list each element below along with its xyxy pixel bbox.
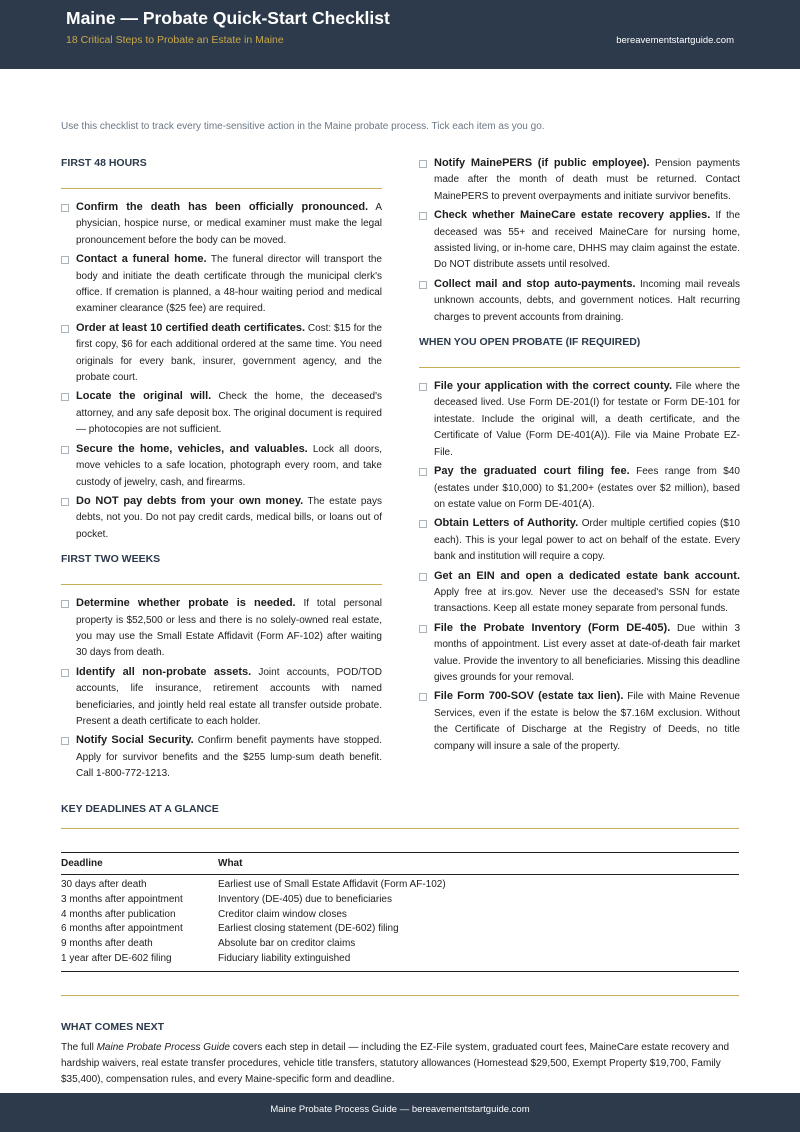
section-first-48-hours xyxy=(61,155,382,189)
header-site-link[interactable]: bereavementstartguide.com xyxy=(616,35,734,46)
checklist-item-heading: Collect mail and stop auto-payments. xyxy=(434,277,636,290)
checklist-item-text: Incoming mail reveals unknown accounts, debts, and government notices. Halt recurring charges to prevent accounts from draining. xyxy=(434,278,741,323)
checklist-item-text: The funeral director will transport the body and initiate the death certificate through the municipal clerk's office. If cremation is planned, a 48-hour waiting period and medical examiner clearance ($25 fee) are required. xyxy=(76,254,382,315)
checkbox[interactable] xyxy=(419,468,427,476)
table-row xyxy=(61,937,739,952)
checkbox[interactable] xyxy=(61,600,69,608)
checklist-item[interactable] xyxy=(419,463,740,513)
checkbox[interactable] xyxy=(419,160,427,168)
checkbox[interactable] xyxy=(61,204,69,212)
deadline-cell: 3 months after appointment xyxy=(61,893,183,905)
checklist-right-top xyxy=(419,155,740,326)
deadlines-table xyxy=(61,852,739,972)
checklist-item[interactable] xyxy=(419,688,740,755)
checklist-item-heading: Pay the graduated court filing fee. xyxy=(434,465,630,478)
checkbox[interactable] xyxy=(419,520,427,528)
checklist-item-text: If the deceased was 55+ and received MaineCare for nursing home, assisted living, or in-home care, DHHS may claim against the estate. Do NOT distribute assets until resolved. xyxy=(434,210,741,271)
next-suffix: covers each step in detail — including the EZ-File system, graduated court fees, MaineCare estate recovery and hardship waivers, real estate transfer procedures, vehicle title transfers, statutory allowances (Homestead $29,500, Exempt Property $19,700, Family $35,400), compensation rules, and every Maine-specific form and deadline. xyxy=(61,1042,730,1085)
what-cell: Inventory (DE-405) due to beneficiaries xyxy=(218,893,392,905)
checklist-item-text: Order multiple certified copies ($10 each). This is your legal power to act on behalf of the estate. Every bank and institution will require a copy. xyxy=(434,518,740,563)
checklist-item-text: Lock all doors, move vehicles to a safe location, photograph every room, and take custody of jewelry, cash, and firearms. xyxy=(76,443,382,488)
checklist-item-heading: Do NOT pay debts from your own money. xyxy=(76,494,304,507)
checkbox[interactable] xyxy=(61,446,69,454)
checklist-item-text: A physician, hospice nurse, or medical examiner must make the legal pronouncement before the body can be moved. xyxy=(76,202,382,246)
page-footer xyxy=(0,1093,800,1132)
table-row xyxy=(61,952,739,971)
checklist-item[interactable] xyxy=(419,207,740,274)
checklist-item-heading: Identify all non-probate assets. xyxy=(76,665,252,678)
checklist-item[interactable] xyxy=(419,620,740,687)
checklist-item[interactable] xyxy=(61,664,382,731)
table-row xyxy=(61,875,739,893)
checklist-item-heading: File Form 700-SOV (estate tax lien). xyxy=(434,690,624,703)
checklist-item-text: Confirm benefit payments have stopped. Apply for survivor benefits and the $255 lump-sum death benefit. Call 1-800-772-1213. xyxy=(76,735,383,780)
checklist-first-two-weeks xyxy=(61,595,382,782)
checklist-item[interactable] xyxy=(61,441,382,491)
checklist-item[interactable] xyxy=(61,493,382,543)
checkbox[interactable] xyxy=(61,737,69,745)
checklist-item-text: File with Maine Revenue Services, even if the estate is below the $7.16M exclusion. Without the Certificate of Discharge at the Registry of Deeds, no title company will insure a sale of the property. xyxy=(434,691,740,752)
checklist-item-heading: File your application with the correct county. xyxy=(434,380,673,393)
deadline-cell: 6 months after appointment xyxy=(61,923,183,935)
checkbox[interactable] xyxy=(419,625,427,633)
deadline-cell: 1 year after DE-602 filing xyxy=(61,952,218,971)
table-row xyxy=(61,893,739,908)
section-title-first-48-hours: FIRST 48 HOURS xyxy=(61,155,382,189)
checklist-item[interactable] xyxy=(419,568,740,618)
checklist-item-heading: Determine whether probate is needed. xyxy=(76,597,296,610)
section-first-two-weeks xyxy=(61,551,382,585)
checklist-item-text: Due within 3 months of appointment. List every asset at date-of-death fair market value. Provide the inventory to all beneficiaries. Missing this deadline gives grounds for your removal. xyxy=(434,622,741,683)
checklist-item[interactable] xyxy=(61,251,382,318)
checklist-item-heading: Check whether MaineCare estate recovery applies. xyxy=(434,209,711,222)
page-subtitle: 18 Critical Steps to Probate an Estate in Maine xyxy=(66,34,284,46)
deadline-cell: 9 months after death xyxy=(61,938,153,950)
what-comes-next-title: WHAT COMES NEXT xyxy=(61,1021,165,1033)
guide-title: Maine Probate Process Guide xyxy=(96,1042,230,1053)
what-cell: Earliest closing statement (DE-602) filing xyxy=(218,923,399,935)
checklist-item-text: File where the deceased lived. Use Form DE-201(I) for testate or Form DE-101 for intestate. Include the original will, a death certificate, and the Certificate of Value (Form DE-401(A)). File via Maine Probate EZ-File. xyxy=(434,381,740,458)
checklist-open-probate xyxy=(419,378,740,755)
table-row xyxy=(61,908,739,923)
left-column xyxy=(61,155,382,785)
checklist-item-text: Joint accounts, POD/TOD accounts, life insurance, retirement accounts with named beneficiaries, and jointly held real estate all transfer outside probate. Present a death certificate to each holder. xyxy=(76,666,382,727)
checklist-item-heading: Secure the home, vehicles, and valuables. xyxy=(76,442,308,455)
section-title-open-probate: WHEN YOU OPEN PROBATE (IF REQUIRED) xyxy=(419,334,740,368)
checklist-item-heading: Order at least 10 certified death certificates. xyxy=(76,321,306,334)
checklist-item-text: Check the home, the deceased's attorney, and any safe deposit box. The original document is required — photocopies are not sufficient. xyxy=(76,391,382,436)
deadline-column-header: Deadline xyxy=(61,853,218,875)
what-comes-next-body xyxy=(61,1040,739,1088)
checklist-item-heading: Notify Social Security. xyxy=(76,734,194,747)
checkbox[interactable] xyxy=(61,256,69,264)
deadlines-title: KEY DEADLINES AT A GLANCE xyxy=(61,803,739,829)
checklist-item-text: Fees range from $40 (estates under $10,000) to $1,200+ (estates over $2 million), based on estate value on Form DE-401(A). xyxy=(434,466,740,510)
intro-text: Use this checklist to track every time-sensitive action in the Maine probate process. Tick each item as you go. xyxy=(61,121,545,132)
checklist-item[interactable] xyxy=(419,515,740,565)
checklist-item-heading: Obtain Letters of Authority. xyxy=(434,517,579,530)
what-cell: Earliest use of Small Estate Affidavit (Form AF-102) xyxy=(218,879,446,890)
checklist-item-heading: Confirm the death has been officially pronounced. xyxy=(76,201,369,213)
what-cell: Fiduciary liability extinguished xyxy=(218,952,739,971)
checkbox[interactable] xyxy=(61,393,69,401)
checklist-item[interactable] xyxy=(419,378,740,461)
checklist-item[interactable] xyxy=(419,155,740,205)
checklist-item[interactable] xyxy=(61,732,382,782)
checkbox[interactable] xyxy=(419,693,427,701)
checkbox[interactable] xyxy=(61,669,69,677)
checklist-item[interactable] xyxy=(61,388,382,438)
deadlines-body xyxy=(61,875,739,972)
checklist-item[interactable] xyxy=(61,199,382,249)
checklist-item-heading: Contact a funeral home. xyxy=(76,253,207,266)
checklist-item-text: If total personal property is $52,500 or less and there is no solely-owned real estate, you may use the Small Estate Affidavit (Form AF-102) after waiting 30 days from death. xyxy=(76,598,383,659)
checklist-first-48-hours xyxy=(61,199,382,543)
section-title-first-two-weeks: FIRST TWO WEEKS xyxy=(61,551,382,585)
deadline-cell: 30 days after death xyxy=(61,879,147,890)
section-open-probate xyxy=(419,334,740,368)
checklist-item-text: Cost: $15 for the first copy, $6 for each additional ordered at the same time. You need originals for every bank, insurer, government agency, and the probate court. xyxy=(76,322,382,384)
deadline-cell: 4 months after publication xyxy=(61,908,176,920)
checklist-item-heading: Notify MainePERS (if public employee). xyxy=(434,157,650,169)
checklist-item[interactable] xyxy=(61,320,382,387)
checkbox[interactable] xyxy=(419,212,427,220)
next-prefix: The full xyxy=(61,1042,97,1053)
checkbox[interactable] xyxy=(419,573,427,581)
checklist-item-text: Pension payments made after the month of death must be returned. Contact MainePERS to prevent overpayments and initiate survivor benefits. xyxy=(434,158,740,202)
checklist-item-heading: Get an EIN and open a dedicated estate bank account. xyxy=(434,569,740,582)
section-divider xyxy=(61,995,739,996)
what-cell: Creditor claim window closes xyxy=(218,908,347,920)
right-column xyxy=(419,155,740,757)
checkbox[interactable] xyxy=(419,383,427,391)
what-column-header: What xyxy=(218,853,739,875)
what-cell: Absolute bar on creditor claims xyxy=(218,938,356,950)
checklist-item-text: The estate pays debts, not you. Do not pay credit cards, medical bills, or loans out of pocket. xyxy=(76,495,382,540)
footer-text: Maine Probate Process Guide — bereavementstartguide.com xyxy=(270,1104,530,1115)
page-title: Maine — Probate Quick-Start Checklist xyxy=(66,8,390,28)
checklist-item-text: Apply free at irs.gov. Never use the deceased's SSN for estate transactions. Keep all estate money separate from personal funds. xyxy=(434,586,740,615)
table-row xyxy=(61,922,739,937)
checkbox[interactable] xyxy=(61,498,69,506)
checklist-item[interactable] xyxy=(61,595,382,662)
checklist-item[interactable] xyxy=(419,276,740,326)
page-header xyxy=(0,0,800,69)
checkbox[interactable] xyxy=(61,325,69,333)
checklist-item-heading: File the Probate Inventory (Form DE-405). xyxy=(434,621,671,634)
checklist-item-heading: Locate the original will. xyxy=(76,390,212,403)
checkbox[interactable] xyxy=(419,281,427,289)
